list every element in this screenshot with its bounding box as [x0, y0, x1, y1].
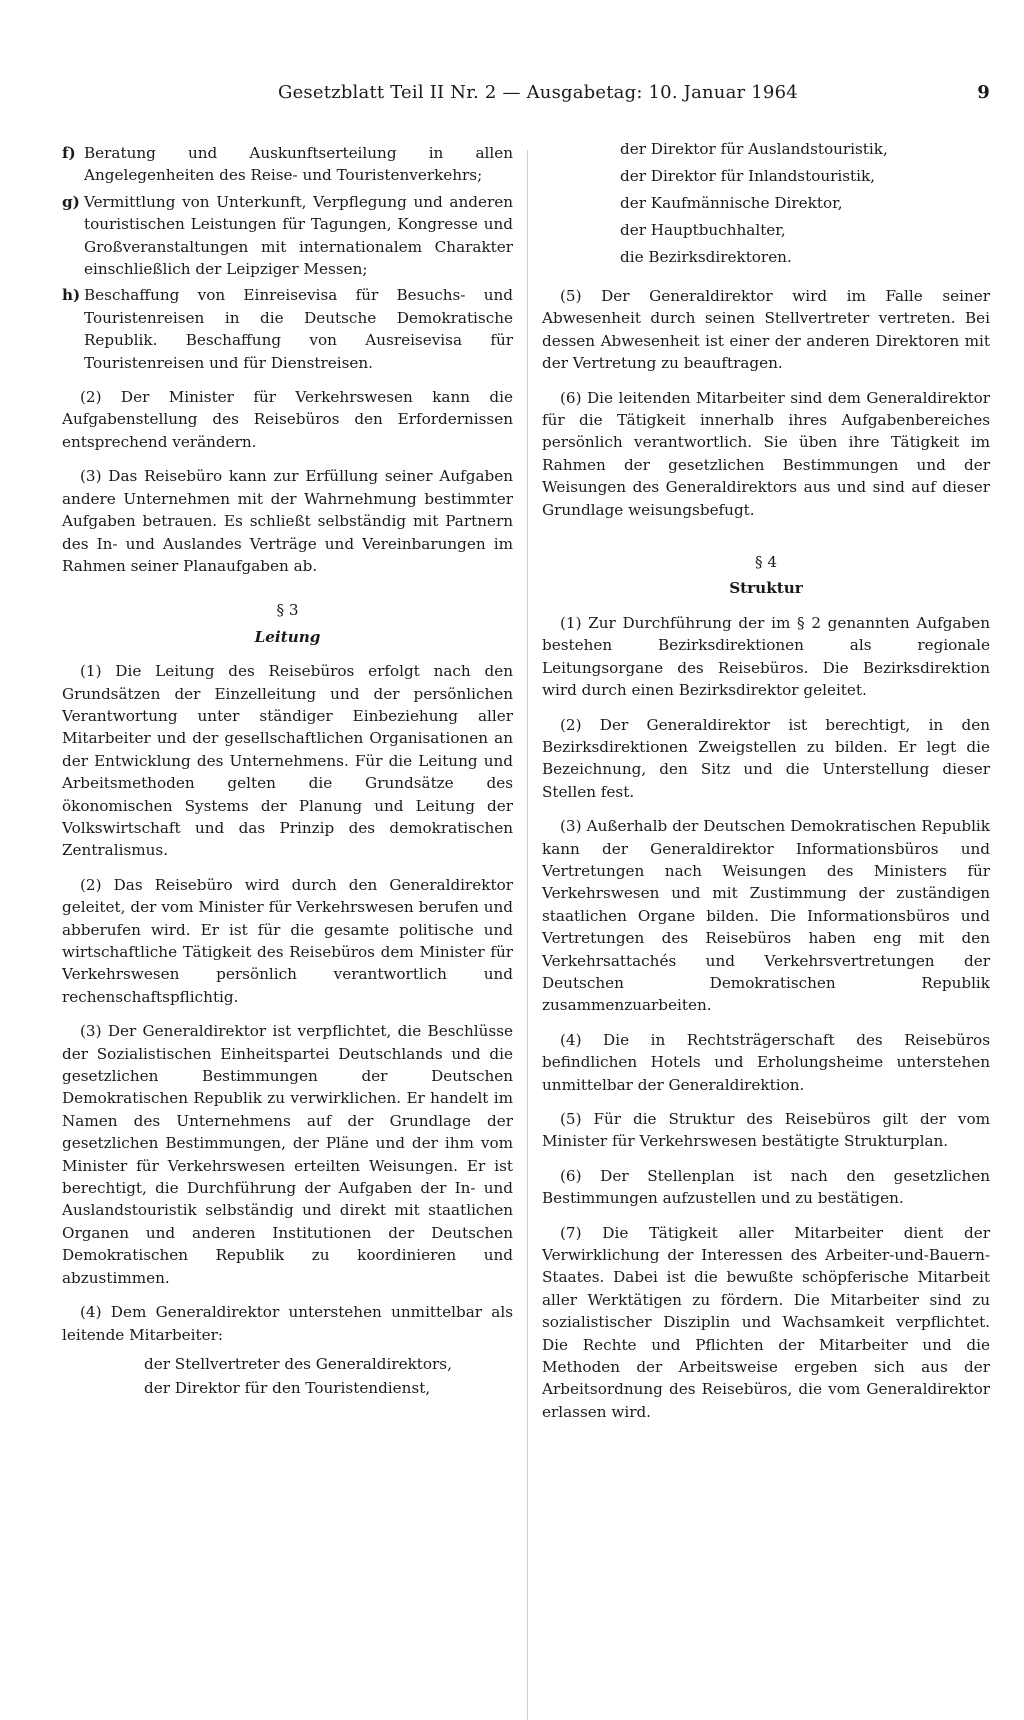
paragraph-2-3: (3) Das Reisebüro kann zur Erfüllung seiner Aufgaben andere Unternehmen mit der Wahrnehmung bestimmter Aufgaben betrauen. Es schließt selbständig mit Partnern des In- und Auslandes Verträge und Vereinbarungen im Rahmen seiner Planaufgaben ab.	[62, 467, 513, 575]
list-item: der Direktor für Inlandstouristik,	[620, 167, 876, 185]
item-label: f)	[62, 144, 76, 162]
item-label: h)	[62, 286, 81, 305]
page-number: 9	[977, 82, 990, 103]
left-column	[62, 142, 513, 1412]
item-text: Beratung und Auskunftserteilung in allen Angelegenheiten des Reise- und Touristenverkehrs;	[84, 144, 513, 185]
list-item: der Direktor für Auslandstouristik,	[620, 140, 888, 158]
column-divider	[527, 150, 528, 1720]
list-item: der Kaufmännische Direktor,	[620, 194, 843, 212]
header-title: Gesetzblatt Teil II Nr. 2 — Ausgabetag: 10. Januar 1964	[278, 82, 798, 103]
list-item-f	[62, 142, 513, 187]
paragraph-4-1: (1) Zur Durchführung der im § 2 genannten Aufgaben bestehen Bezirksdirektionen als regionale Leitungsorgane des Reisebüros. Die Bezirksdirektion wird durch einen Bezirksdirektor geleitet.	[542, 613, 990, 700]
paragraph-3-6: (6) Die leitenden Mitarbeiter sind dem Generaldirektor für die Tätigkeit innerhalb ihres Aufgabenbereiches persönlich verantwortlich. Sie üben ihre Tätigkeit im Rahmen der gesetzlichen Bestimmungen und der Weisungen des Generaldirektors aus und sind auf dieser Grundlage weisungsbefugt.	[542, 388, 990, 519]
section-3-title: Leitung	[254, 627, 321, 646]
section-4-title: Struktur	[729, 579, 803, 598]
section-3-number: § 3	[276, 601, 299, 620]
officials-list-left	[144, 1352, 513, 1400]
list-item: die Bezirksdirektoren.	[620, 248, 792, 266]
item-text: Vermittlung von Unterkunft, Verpflegung und anderen touristischen Leistungen für Tagungen, Kongresse und Großveranstaltungen mit internationalem Charakter einschließlich der Leipziger Messen;	[84, 192, 513, 279]
paragraph-4-2: (2) Der Generaldirektor ist berechtigt, in den Bezirksdirektionen Zweigstellen zu bilden. Er legt die Bezeichnung, den Sitz und die Unterstellung dieser Stellen fest.	[542, 715, 990, 801]
paragraph-3-3: (3) Der Generaldirektor ist verpflichtet, die Beschlüsse der Sozialistischen Einheitspartei Deutschlands und die gesetzlichen Bestimmungen der Deutschen Demokratischen Republik zu verwirklichen. Er handelt im Namen des Unternehmens auf der Grundlage der gesetzlichen Bestimmungen, der Pläne und der ihm vom Minister für Verkehrswesen erteilten Weisungen. Er ist berechtigt, die Durchführung der Aufgaben der In- und Auslandstouristik selbständig und direkt mit staatlichen Organen und anderen Institutionen der Deutschen Demokratischen Republik zu koordinieren und abzustimmen.	[62, 1022, 513, 1287]
paragraph-4-6: (6) Der Stellenplan ist nach den gesetzlichen Bestimmungen aufzustellen und zu bestätigen.	[542, 1166, 990, 1208]
list-item-g	[62, 191, 513, 281]
officials-list-right	[620, 136, 990, 271]
paragraph-4-7: (7) Die Tätigkeit aller Mitarbeiter dient der Verwirklichung der Interessen des Arbeiter-und-Bauern-Staates. Dabei ist die bewußte schöpferische Mitarbeit aller Werktätigen zu fördern. Die Mitarbeiter sind zu sozialistischer Disziplin und Wachsamkeit verpflichtet. Die Rechte und Pflichten der Mitarbeiter und die Methoden der Arbeitsweise ergeben sich aus der Arbeitsordnung des Reisebüros, die vom Generaldirektor erlassen wird.	[542, 1223, 990, 1421]
paragraph-4-4: (4) Die in Rechtsträgerschaft des Reisebüros befindlichen Hotels und Erholungsheime unterstehen unmittelbar der Generaldirektion.	[542, 1030, 990, 1094]
paragraph-2-2: (2) Der Minister für Verkehrswesen kann die Aufgabenstellung des Reisebüros den Erfordernissen entsprechend verändern.	[62, 388, 513, 451]
section-4-number: § 4	[754, 553, 778, 572]
paragraph-3-1: (1) Die Leitung des Reisebüros erfolgt nach den Grundsätzen der Einzelleitung und der persönlichen Verantwortung unter ständiger Einbeziehung aller Mitarbeiter und der gesellschaftlichen Organisationen an der Entwicklung des Unternehmens. Für die Leitung und Arbeitsmethoden gelten die Grundsätze des ökonomischen Systems der Planung und Leitung der Volkswirtschaft und das Prinzip des demokratischen Zentralismus.	[62, 662, 513, 860]
item-label: g)	[62, 192, 80, 211]
paragraph-3-2: (2) Das Reisebüro wird durch den Generaldirektor geleitet, der vom Minister für Verkehrswesen berufen und abberufen wird. Er ist für die gesamte politische und wirtschaftliche Tätigkeit des Reisebüros dem Minister für Verkehrswesen persönlich verantwortlich und rechenschaftspflichtig.	[62, 875, 513, 1006]
paragraph-4-5: (5) Für die Struktur des Reisebüros gilt der vom Minister für Verkehrswesen bestätigte Strukturplan.	[542, 1110, 990, 1151]
list-item: der Stellvertreter des Generaldirektors,	[144, 1354, 452, 1373]
right-column	[542, 142, 990, 1435]
list-item-h	[62, 284, 513, 374]
paragraph-4-3: (3) Außerhalb der Deutschen Demokratischen Republik kann der Generaldirektor Informationsbüros und Vertretungen nach Weisungen des Ministers für Verkehrswesen und mit Zustimmung der zuständigen staatlichen Organe bilden. Die Informationsbüros und Vertretungen des Reisebüros haben eng mit den Verkehrsattachés und Verkehrsvertretungen der Deutschen Demokratischen Republik zusammenzuarbeiten.	[542, 817, 990, 1015]
page-header	[278, 82, 990, 110]
paragraph-3-4: (4) Dem Generaldirektor unterstehen unmittelbar als leitende Mitarbeiter:	[62, 1303, 513, 1344]
item-text: Beschaffung von Einreisevisa für Besuchs- und Touristenreisen in die Deutsche Demokratische Republik. Beschaffung von Ausreisevisa für Touristenreisen und für Dienstreisen.	[84, 286, 513, 372]
list-item: der Hauptbuchhalter,	[620, 221, 786, 239]
list-item: der Direktor für den Touristendienst,	[144, 1378, 431, 1397]
paragraph-3-5: (5) Der Generaldirektor wird im Falle seiner Abwesenheit durch seinen Stellvertreter vertreten. Bei dessen Abwesenheit ist einer der anderen Direktoren mit der Vertretung zu beauftragen.	[542, 287, 990, 373]
